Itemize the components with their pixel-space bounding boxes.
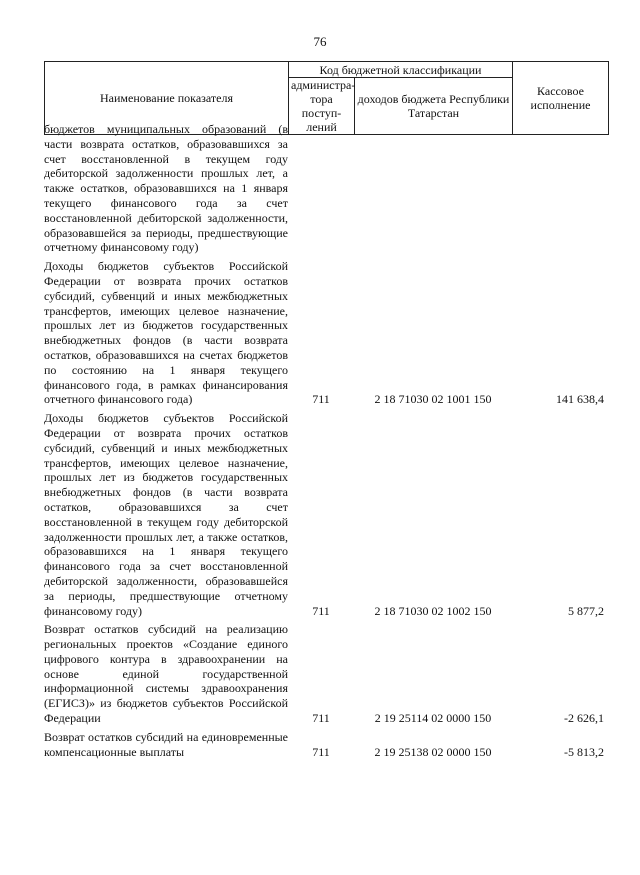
header-admin-column: администра-тора поступ-лений [289,78,355,135]
row-admin-code: 711 [312,603,330,618]
header-revenue-column: доходов бюджета Республики Татарстан [355,78,513,135]
row-revenue-code: 2 18 71030 02 1002 150 [374,603,492,618]
row-revenue-code: 2 19 25138 02 0000 150 [374,744,492,759]
row-name: Возврат остатков субсидий на единовременные компенсационные выплаты [44,729,288,759]
header-code-group: Код бюджетной классификации [289,62,513,78]
row-revenue-code: 2 18 71030 02 1001 150 [374,392,492,407]
row-name: Доходы бюджетов субъектов Российской Федерации от возврата прочих остатков субсидий, субвенций и иных межбюджетных трансфертов, имеющих целевое назначение, прошлых лет из бюджетов государственных внебюджетных фондов (в части возврата остатков, образовавшихся за счет восстановленной в текущем году дебиторской задолженности прошлых лет, а также остатков, образовавшихся на 1 января текущего финансового года за счет восстановленной дебиторской задолженности, образовавшейся за периоды, предшествующие отчетному финансовому году) [44,411,288,618]
row-amount: -5 813,2 [564,744,604,759]
page-number: 76 [313,34,327,49]
table-row [44,622,610,726]
row-amount: -2 626,1 [564,711,604,726]
row-name: Доходы бюджетов субъектов Российской Федерации от возврата прочих остатков субсидий, субвенций и иных межбюджетных трансфертов, имеющих целевое назначение, прошлых лет из бюджетов государственных внебюджетных фондов (в части возврата остатков, образовавшихся на счетах бюджетов по состоянию на 1 января текущего финансового года, в рамках финансирования отчетного финансового года) [44,259,288,407]
row-revenue-code: 2 19 25114 02 0000 150 [374,711,492,726]
header-name-column: Наименование показателя [45,62,289,135]
row-admin-code: 711 [312,711,330,726]
header-amount-column: Кассовое исполнение [513,62,609,135]
row-amount: 141 638,4 [556,392,604,407]
table-row [44,122,610,255]
table-body [44,122,610,763]
row-name: бюджетов муниципальных образований (в части возврата остатков, образовавшихся за счет восстановленной в текущем году дебиторской задолженности прошлых лет, а также остатков, образовавшихся на 1 января текущего финансового года за счет восстановленной дебиторской задолженности, образовавшейся за периоды, предшествующие отчетному финансовому году) [44,122,288,255]
row-admin-code: 711 [312,744,330,759]
row-admin-code: 711 [312,392,330,407]
table-row [44,259,610,407]
row-amount: 5 877,2 [568,603,604,618]
table-row [44,730,610,760]
row-name: Возврат остатков субсидий на реализацию региональных проектов «Создание единого цифрового контура в здравоохранении на основе единой государственной информационной системы здравоохранения (ЕГИСЗ)» из бюджетов субъектов Российской Федерации [44,622,288,726]
table-row [44,411,610,618]
